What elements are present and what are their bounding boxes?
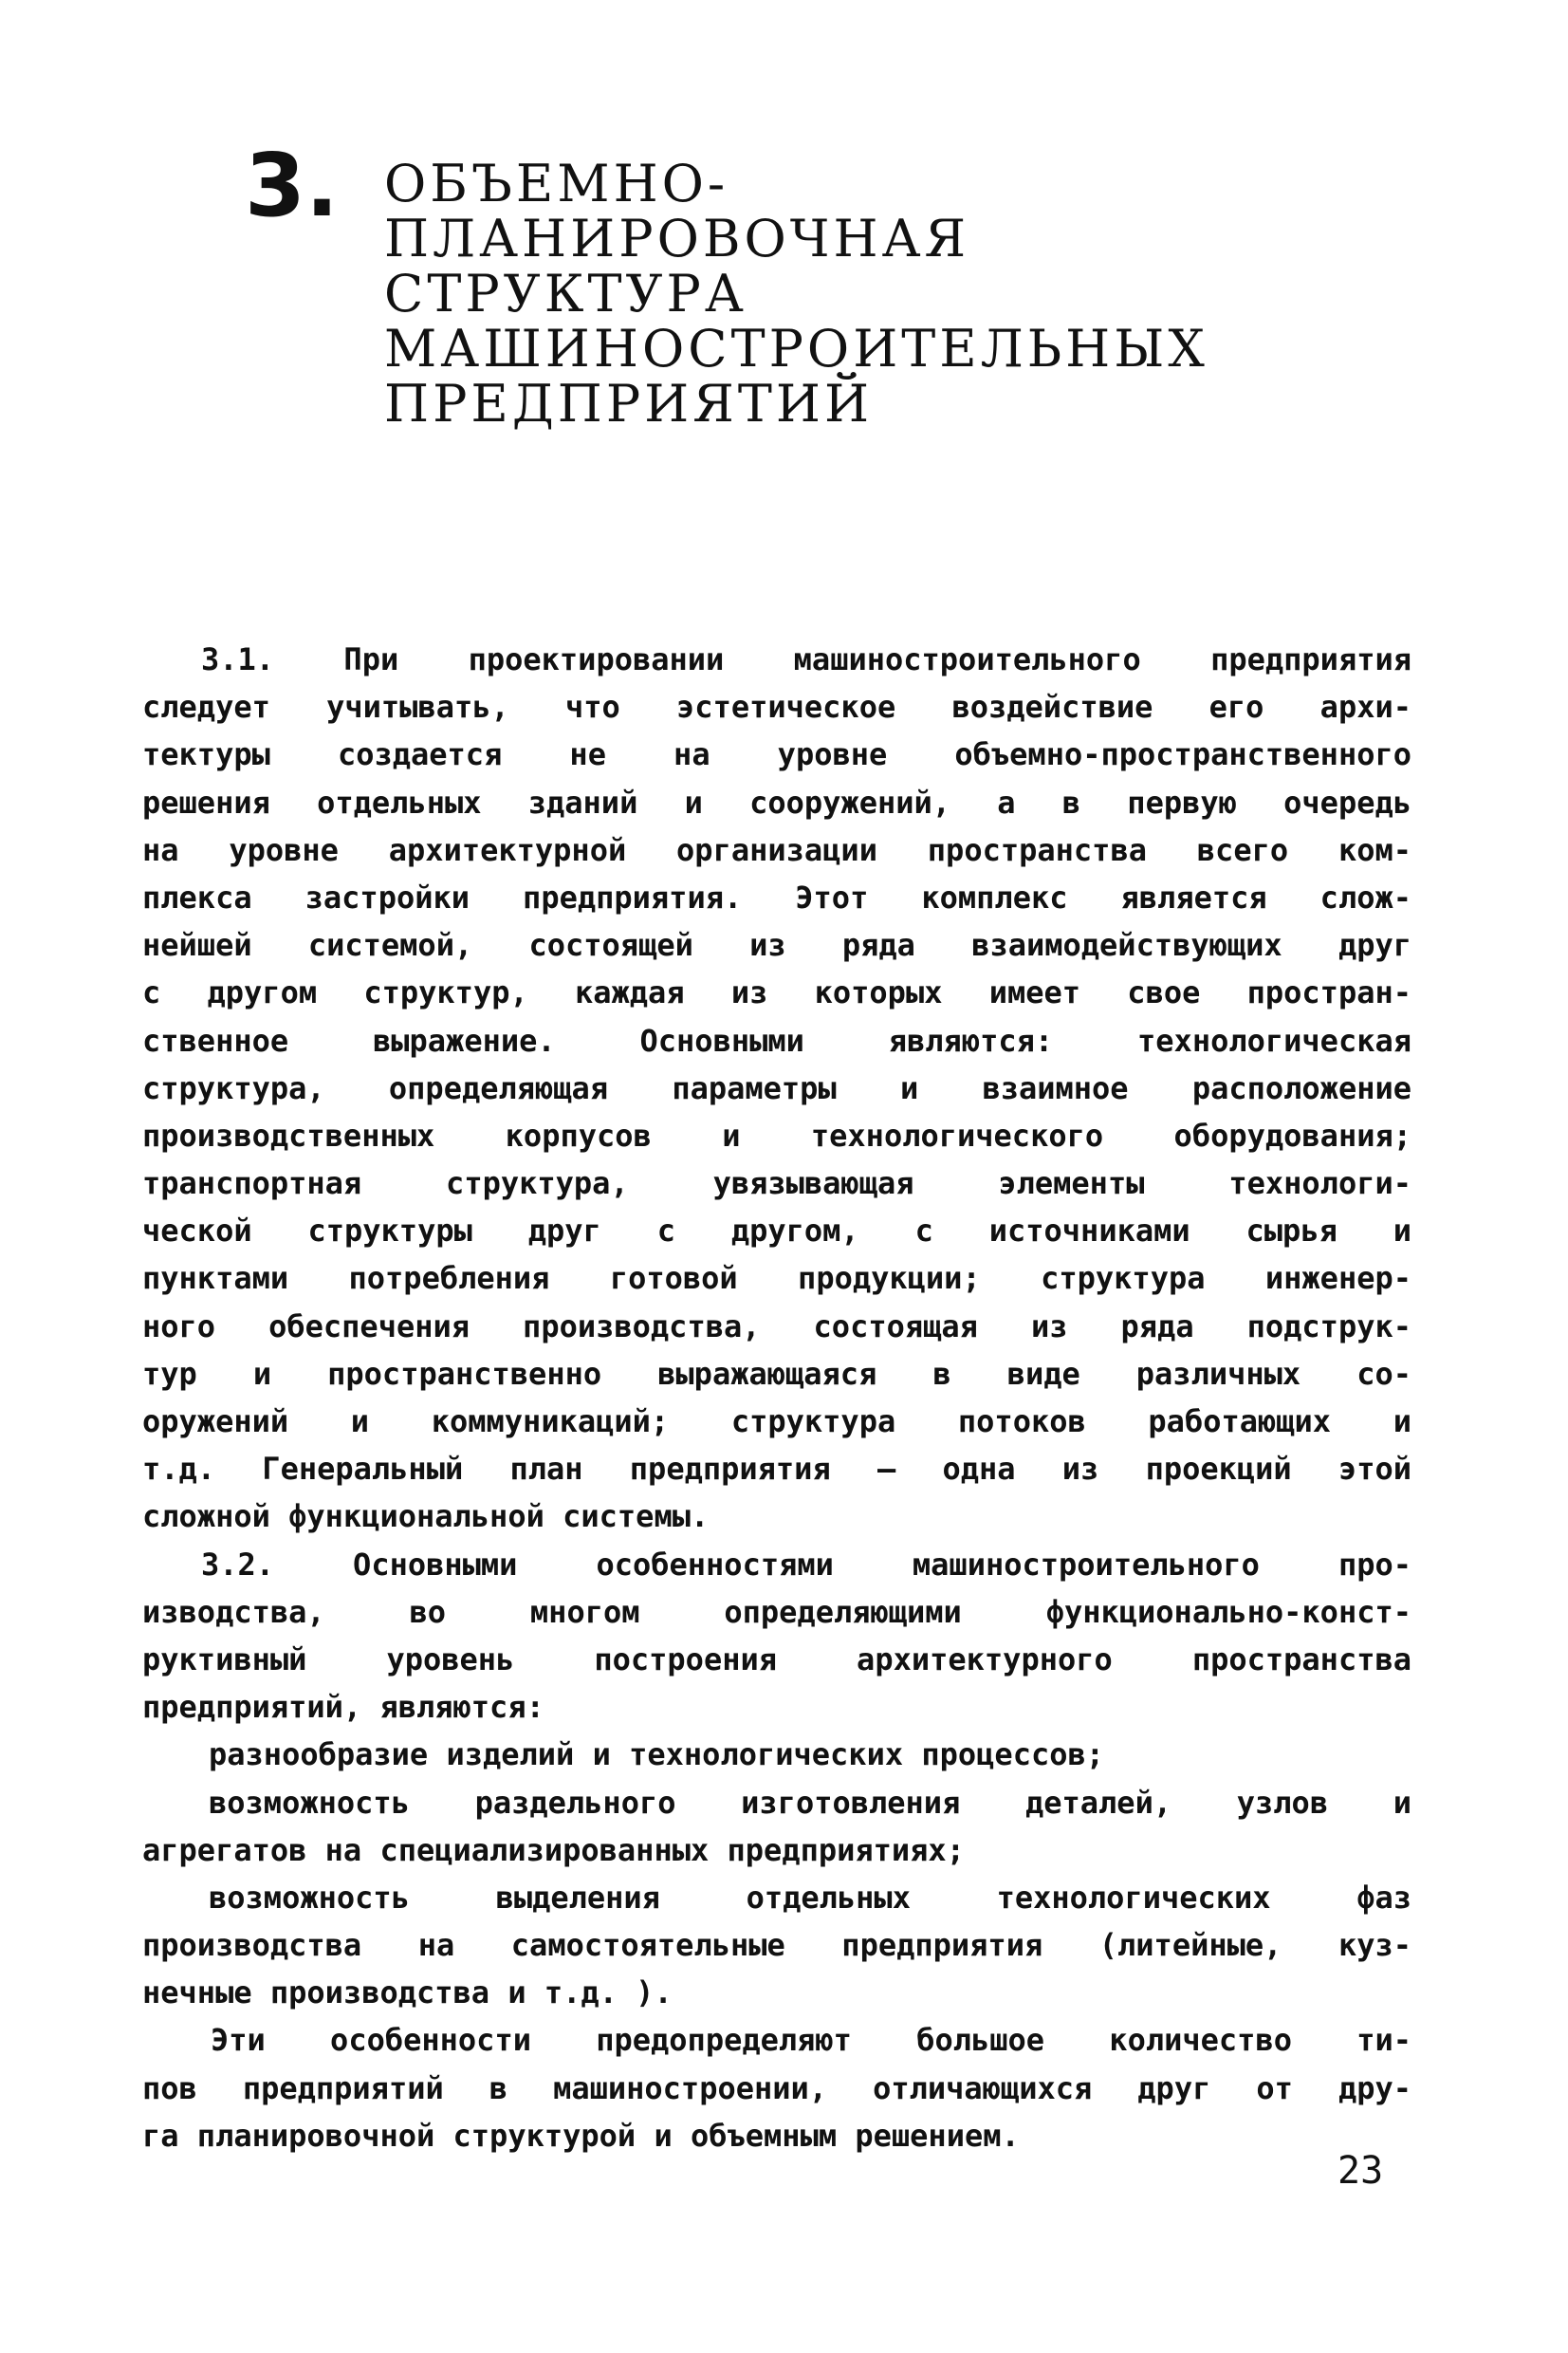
text-line: структура, определяющая параметры и взаимное расположение bbox=[142, 1069, 1411, 1106]
text-line: на уровне архитектурной организации пространства всего ком- bbox=[142, 831, 1411, 868]
text-line: т.д. Генеральный план предприятия – одна из проекций этой bbox=[142, 1451, 1411, 1488]
chapter-title bbox=[384, 154, 1208, 434]
chapter-title-line: ОБЪЕМНО- bbox=[384, 154, 729, 213]
chapter-title-line: МАШИНОСТРОИТЕЛЬНЫХ bbox=[384, 319, 1208, 379]
chapter-title-line: СТРУКТУРА bbox=[384, 264, 747, 324]
text-line: пов предприятий в машиностроении, отличающихся друг от дру- bbox=[142, 2069, 1411, 2106]
chapter-number: 3. bbox=[245, 135, 339, 236]
text-line: следует учитывать, что эстетическое воздействие его архи- bbox=[142, 689, 1411, 726]
text-line: Эти особенности предопределяют большое количество ти- bbox=[211, 2022, 1411, 2059]
page-number: 23 bbox=[1337, 2149, 1384, 2193]
text-line: плекса застройки предприятия. Этот комплекс является слож- bbox=[142, 879, 1411, 916]
text-line: разнообразие изделий и технологических процессов; bbox=[209, 1736, 1105, 1773]
text-line: тектуры создается не на уровне объемно-пространственного bbox=[142, 736, 1411, 773]
text-line: руктивный уровень построения архитектурного пространства bbox=[142, 1640, 1411, 1677]
chapter-title-line: ПРЕДПРИЯТИЙ bbox=[384, 374, 874, 434]
text-line: производственных корпусов и технологического оборудования; bbox=[142, 1117, 1411, 1154]
text-line: изводства, во многом определяющими функционально-конст- bbox=[142, 1593, 1411, 1630]
text-line: с другом структур, каждая из которых имеет свое простран- bbox=[142, 974, 1411, 1011]
text-line: решения отдельных зданий и сооружений, а в первую очередь bbox=[142, 784, 1411, 821]
chapter-title-line: ПЛАНИРОВОЧНАЯ bbox=[384, 209, 970, 269]
text-line: нечные производства и т.д. ). bbox=[142, 1974, 673, 2011]
text-line: нейшей системой, состоящей из ряда взаимодействующих друг bbox=[142, 927, 1411, 964]
text-line: агрегатов на специализированных предприятиях; bbox=[142, 1831, 965, 1868]
text-line: оружений и коммуникаций; структура потоков работающих и bbox=[142, 1403, 1411, 1439]
text-line: возможность раздельного изготовления деталей, узлов и bbox=[209, 1784, 1411, 1821]
text-line: ческой структуры друг с другом, с источниками сырья и bbox=[142, 1213, 1411, 1250]
text-line: ственное выражение. Основными являются: технологическая bbox=[142, 1022, 1411, 1059]
text-line: га планировочной структурой и объемным решением. bbox=[142, 2117, 1020, 2154]
text-line: 3.2. Основными особенностями машиностроительного про- bbox=[201, 1546, 1411, 1583]
text-line: транспортная структура, увязывающая элементы технологи- bbox=[142, 1165, 1411, 1202]
text-line: возможность выделения отдельных технологических фаз bbox=[209, 1879, 1411, 1916]
text-line: тур и пространственно выражающаяся в виде различных со- bbox=[142, 1355, 1411, 1392]
text-line: 3.1. При проектировании машиностроительного предприятия bbox=[201, 641, 1411, 677]
text-line: пунктами потребления готовой продукции; структура инженер- bbox=[142, 1260, 1411, 1297]
text-line: предприятий, являются: bbox=[142, 1689, 544, 1726]
text-line: производства на самостоятельные предприятия (литейные, куз- bbox=[142, 1927, 1411, 1964]
text-line: ного обеспечения производства, состоящая из ряда подструк- bbox=[142, 1307, 1411, 1344]
text-line: сложной функциональной системы. bbox=[142, 1498, 710, 1535]
body-text bbox=[142, 636, 1411, 2159]
